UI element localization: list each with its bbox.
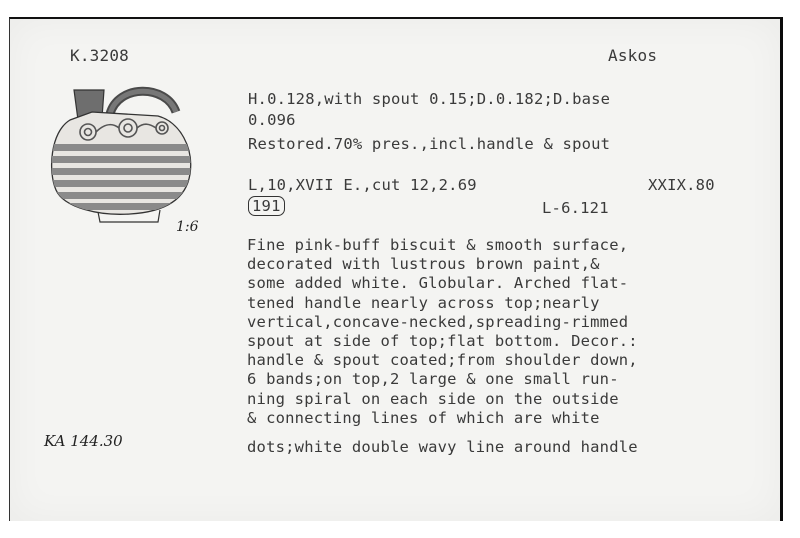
description-line: dots;white double wavy line around handle [247, 438, 638, 457]
circled-number [252, 197, 285, 215]
description-line: Fine pink-buff biscuit & smooth surface, [247, 236, 629, 254]
handwritten-reference: KA 144.30 [44, 432, 123, 450]
date-found: XXIX.80 [648, 176, 715, 194]
description-line: spout at side of top;flat bottom. Decor.: [247, 332, 638, 351]
description-line: some added white. Globular. Arched flat- [247, 274, 629, 293]
askos-drawing [40, 82, 210, 242]
description-line: 6 bands;on top,2 large & one small run- [247, 370, 619, 389]
dimensions-line-2: 0.096 [248, 111, 296, 129]
dimensions-line-1: H.0.128,with spout 0.15;D.0.182;D.base [248, 90, 611, 108]
description-line: tened handle nearly across top;nearly [247, 293, 600, 312]
findspot: L,10,XVII E.,cut 12,2.69 [248, 176, 477, 194]
description-line: handle & spout coated;from shoulder down, [247, 351, 638, 370]
description-line: ning spiral on each side on the outside [247, 389, 619, 408]
circled-number-text: 191 [248, 196, 285, 216]
scale-note: 1:6 [176, 219, 199, 235]
catalog-number: K.3208 [70, 46, 129, 65]
inventory-code: L-6.121 [542, 199, 609, 217]
description-block [247, 236, 782, 457]
description-line: vertical,concave-necked,spreading-rimmed [247, 312, 629, 331]
preservation-note: Restored.70% pres.,incl.handle & spout [248, 135, 611, 153]
object-type: Askos [608, 46, 658, 65]
description-line: decorated with lustrous brown paint,& [247, 255, 600, 274]
description-line: & connecting lines of which are white [247, 408, 600, 427]
